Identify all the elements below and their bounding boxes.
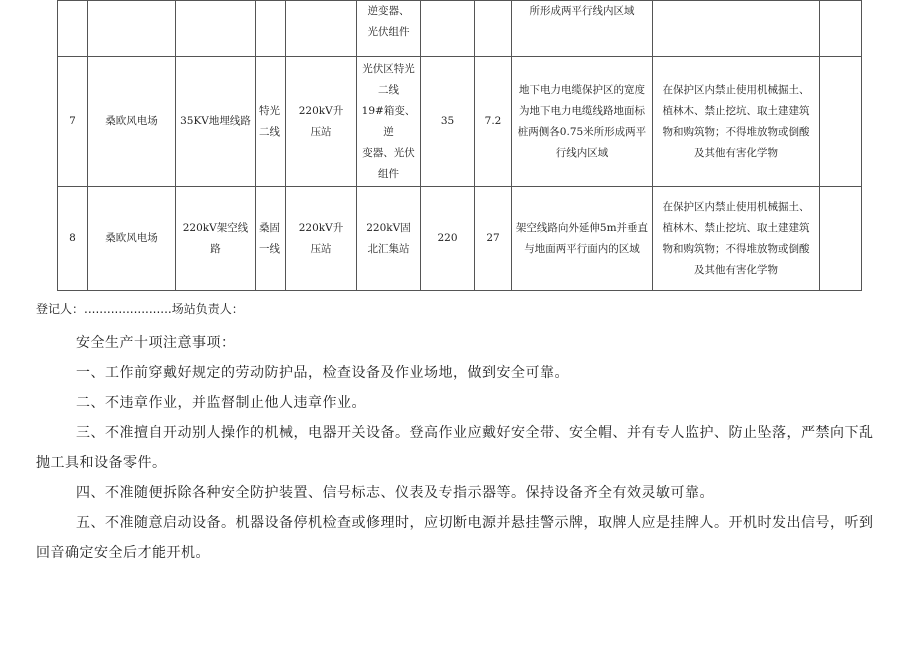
- cell-to: [357, 187, 421, 291]
- cell-requirements: [653, 1, 820, 57]
- cell-requirements-text: 物和购筑物；不得堆放物或倒酸: [662, 242, 810, 255]
- note-item-2: 二、不违章作业，并监督制止他人违章作业。: [76, 395, 366, 411]
- cell-line-name: [256, 187, 286, 291]
- cell-requirements-text: 物和购筑物；不得堆放物或倒酸: [662, 125, 810, 138]
- cell-from-text: 220kV升: [298, 104, 344, 117]
- cell-protection-range-text: 所形成两平行线内区域: [529, 5, 635, 17]
- cell-requirements-text: 植林木、禁止挖坑、取土建建筑: [662, 104, 810, 117]
- cell-from-text: 220kV升: [298, 221, 344, 234]
- cell-protection-range-text: 行线内区域: [555, 146, 609, 159]
- cell-requirements-text: 植林木、禁止挖坑、取土建建筑: [662, 221, 810, 234]
- cell-requirements-text: 在保护区内禁止使用机械掘土、: [662, 200, 810, 213]
- cell-to-text: 光伏区特光: [362, 62, 415, 75]
- cell-no: [58, 57, 88, 187]
- cell-protection-range-text: 桩两侧各0.75米所形成两平: [517, 125, 647, 138]
- cell-to-text: 光伏组件: [367, 26, 410, 38]
- cell-line-type: [176, 1, 256, 57]
- cell-from-text: 压站: [310, 242, 332, 255]
- cell-station: [88, 1, 176, 57]
- cell-voltage: [421, 187, 475, 291]
- cell-line-name: [256, 1, 286, 57]
- cell-protection-range: [512, 187, 653, 291]
- cell-station-text: 桑欧风电场: [105, 115, 158, 127]
- cell-protection-range: [512, 1, 653, 57]
- cell-requirements-text: 及其他有害化学物: [694, 263, 778, 276]
- cell-voltage-text: 220: [437, 232, 458, 244]
- cell-to-text: 北汇集站: [367, 242, 410, 255]
- cell-no-text: 7: [69, 115, 76, 127]
- cell-length: [475, 187, 512, 291]
- cell-station: [88, 187, 176, 291]
- cell-line-type-text: 35KV地埋线路: [180, 115, 251, 127]
- cell-to-text: 二线: [378, 83, 399, 96]
- cell-requirements-text: 及其他有害化学物: [694, 146, 778, 159]
- cell-remark: [820, 1, 862, 57]
- cell-protection-range-text: 地下电力电缆保护区的宽度: [519, 83, 645, 96]
- cell-station-text: 桑欧风电场: [105, 232, 158, 244]
- cell-station: [88, 57, 176, 187]
- cell-line-type: [176, 57, 256, 187]
- note-item-4: 四、不准随便拆除各种安全防护装置、信号标志、仪表及专指示器等。保持设备齐全有效灵敏可靠。: [76, 485, 714, 501]
- cell-to-text: 逆变器、: [367, 5, 410, 17]
- cell-requirements-text: 在保护区内禁止使用机械掘土、: [662, 83, 810, 96]
- cell-line-name: [256, 57, 286, 187]
- note-item-5: 五、不准随意启动设备。机器设备停机检查或修理时，应切断电源并悬挂警示牌，取牌人应是挂牌人。开机时发出信号，听到回音确定安全后才能开机。: [36, 515, 874, 561]
- cell-length-text: 27: [486, 232, 500, 244]
- cell-length: [475, 57, 512, 187]
- cell-line-name-text: 一线: [259, 242, 280, 255]
- note-item-3: 三、不准擅自开动别人操作的机械，电器开关设备。登高作业应戴好安全带、安全帽、并有专人监护、防止坠落，严禁向下乱抛工具和设备零件。: [36, 425, 874, 471]
- cell-to-text: 220kV固: [366, 221, 411, 234]
- cell-voltage-text: 35: [440, 115, 455, 127]
- table-row: [58, 57, 862, 187]
- cell-line-name-text: 二线: [259, 125, 280, 138]
- cell-from-text: 压站: [310, 125, 332, 138]
- cell-line-type: [176, 187, 256, 291]
- cell-to-text: 组件: [378, 167, 399, 180]
- cell-to-text: 19#箱变、逆: [361, 104, 416, 138]
- cell-length-text: 7.2: [484, 115, 502, 127]
- power-line-table: [57, 0, 862, 291]
- cell-no-text: 8: [69, 232, 76, 244]
- cell-protection-range-text: 与地面两平行面内的区域: [524, 242, 640, 255]
- cell-line-type-text: 220kV架空线路: [182, 221, 249, 255]
- cell-from: [286, 57, 357, 187]
- cell-to-text: 变器、光伏: [362, 146, 415, 159]
- cell-to: [357, 1, 421, 57]
- cell-no: [58, 187, 88, 291]
- cell-protection-range-text: 架空线路向外延伸5m并垂直: [515, 221, 649, 234]
- table-row: [58, 1, 862, 57]
- cell-line-name-text: 桑固: [259, 221, 280, 234]
- safety-notes: [36, 328, 886, 568]
- cell-length: [475, 1, 512, 57]
- cell-protection-range: [512, 57, 653, 187]
- cell-protection-range-text: 为地下电力电缆线路地面标: [519, 104, 645, 117]
- notes-title: 安全生产十项注意事项：: [76, 335, 236, 351]
- cell-remark: [820, 57, 862, 187]
- cell-voltage: [421, 1, 475, 57]
- cell-requirements: [653, 57, 820, 187]
- cell-to: [357, 57, 421, 187]
- cell-no: [58, 1, 88, 57]
- sign-line: 登记人：.......................场站负责人：: [36, 302, 244, 316]
- cell-from: [286, 187, 357, 291]
- cell-remark: [820, 187, 862, 291]
- table-row: [58, 187, 862, 291]
- cell-requirements: [653, 187, 820, 291]
- note-item-1: 一、工作前穿戴好规定的劳动防护品，检查设备及作业场地，做到安全可靠。: [76, 365, 569, 381]
- cell-voltage: [421, 57, 475, 187]
- cell-from: [286, 1, 357, 57]
- cell-line-name-text: 特光: [259, 104, 280, 117]
